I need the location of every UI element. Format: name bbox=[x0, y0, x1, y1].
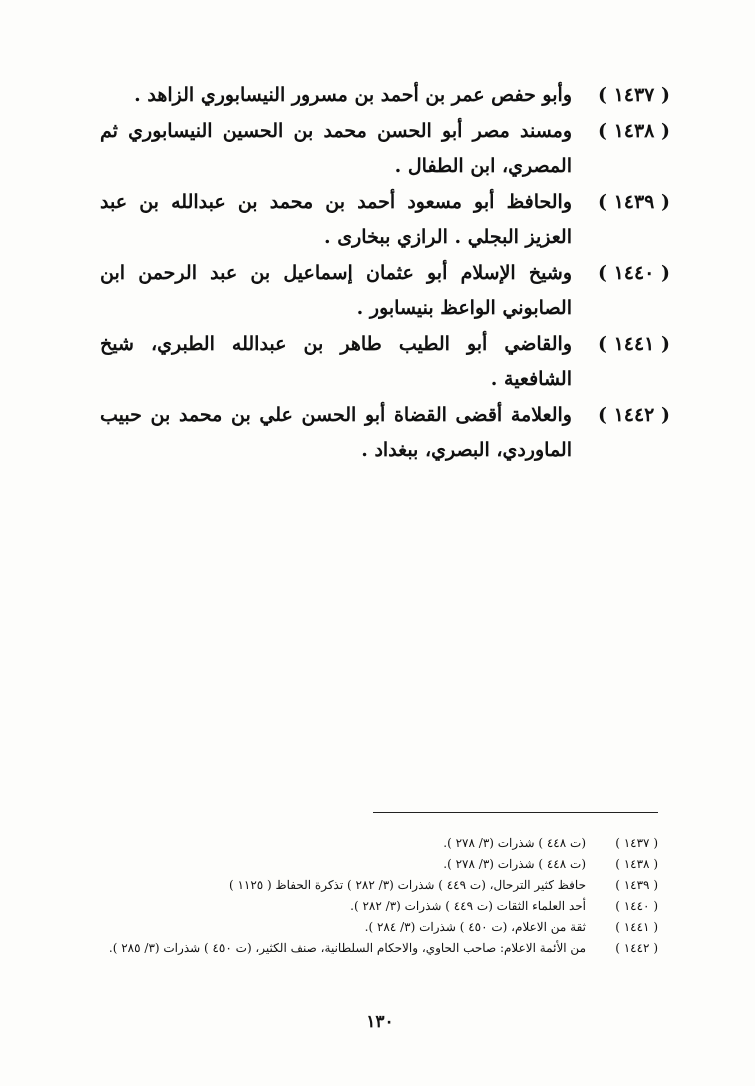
entry-1440 bbox=[100, 256, 670, 327]
footnote-1440 bbox=[98, 896, 658, 917]
footnote-text: حافظ كثير الترحال، (ت ٤٤٩ ) شذرات (٣/ ٢٨٢ ) تذكرة الحفاظ ( ١١٢٥ ) bbox=[228, 878, 586, 892]
footnote-number: ( ١٤٤٠ ) bbox=[615, 899, 658, 913]
entry-1441 bbox=[100, 327, 670, 398]
footnote-number: ( ١٤٣٩ ) bbox=[615, 878, 658, 892]
footnote-number: ( ١٤٤١ ) bbox=[615, 920, 658, 934]
footnote-separator bbox=[373, 812, 658, 813]
footnote-1439 bbox=[98, 875, 658, 896]
footnote-text: من الأئمة الاعلام: صاحب الحاوي، والاحكام السلطانية، صنف الكثير، (ت ٤٥٠ ) شذرات (٣/ ٢٨٥ ). bbox=[108, 941, 586, 955]
footnote-1441 bbox=[98, 917, 658, 938]
entry-1437 bbox=[100, 78, 670, 114]
footnote-text: (ت ٤٤٨ ) شذرات (٣/ ٢٧٨ ). bbox=[443, 836, 586, 850]
entry-1439 bbox=[100, 185, 670, 256]
entry-1438 bbox=[100, 114, 670, 185]
footnote-text: (ت ٤٤٨ ) شذرات (٣/ ٢٧٨ ). bbox=[443, 857, 586, 871]
footnote-number: ( ١٤٣٨ ) bbox=[615, 857, 658, 871]
entry-text: ومسند مصر أبو الحسن محمد بن الحسين النيسابوري ثم المصري، ابن الطفال . bbox=[100, 119, 572, 177]
footnote-text: أحد العلماء الثقات (ت ٤٤٩ ) شذرات (٣/ ٢٨٢ ). bbox=[350, 899, 586, 913]
footnote-1438 bbox=[98, 854, 658, 875]
entry-text: وشيخ الإسلام أبو عثمان إسماعيل بن عبد الرحمن ابن الصابوني الواعظ بنيسابور . bbox=[100, 261, 572, 319]
entry-text: والقاضي أبو الطيب طاهر بن عبدالله الطبري، شيخ الشافعية . bbox=[100, 332, 572, 390]
entry-text: والحافظ أبو مسعود أحمد بن محمد بن عبدالله بن عبد العزيز البجلي . الرازي ببخارى . bbox=[100, 190, 572, 248]
footnote-text: ثقة من الاعلام، (ت ٤٥٠ ) شذرات (٣/ ٢٨٤ ). bbox=[364, 920, 586, 934]
footnote-number: ( ١٤٣٧ ) bbox=[615, 836, 658, 850]
entry-number: ( ١٤٤٢ ) bbox=[597, 403, 670, 426]
entry-number: ( ١٤٤١ ) bbox=[597, 332, 670, 355]
entry-number: ( ١٤٣٩ ) bbox=[597, 190, 670, 213]
entry-text: وأبو حفص عمر بن أحمد بن مسرور النيسابوري الزاهد . bbox=[134, 84, 572, 106]
entry-number: ( ١٤٣٨ ) bbox=[597, 119, 670, 142]
page-number: ١٣٠ bbox=[366, 1012, 394, 1032]
entry-1442 bbox=[100, 398, 670, 469]
entry-number: ( ١٤٤٠ ) bbox=[597, 261, 670, 284]
footnotes bbox=[98, 833, 658, 959]
footnote-1437 bbox=[98, 833, 658, 854]
main-text bbox=[100, 78, 670, 469]
entry-number: ( ١٤٣٧ ) bbox=[597, 84, 670, 106]
footnote-number: ( ١٤٤٢ ) bbox=[615, 941, 658, 955]
entry-text: والعلامة أقضى القضاة أبو الحسن علي بن محمد بن حبيب الماوردي، البصري، ببغداد . bbox=[100, 403, 572, 461]
footnote-1442 bbox=[98, 938, 658, 959]
